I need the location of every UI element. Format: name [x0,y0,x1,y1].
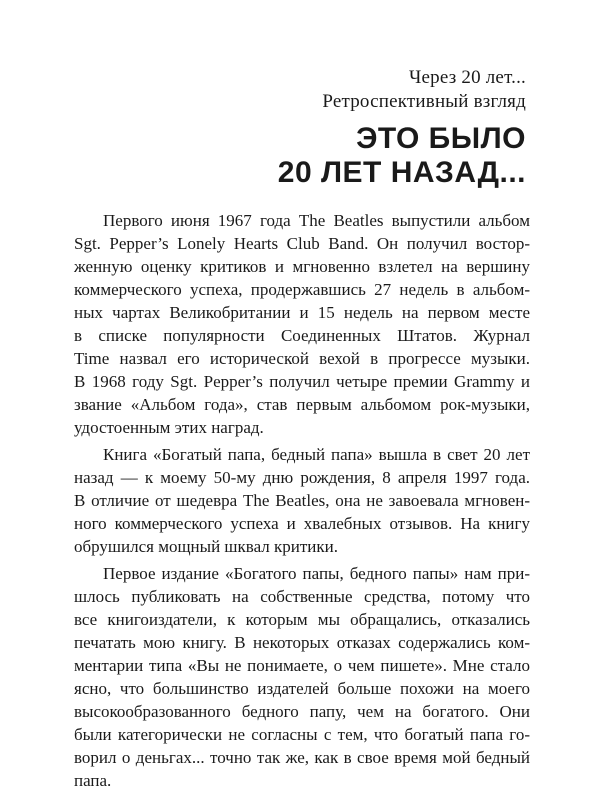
text-line: В 1968 году Sgt. Pepper’s получил четыре премии Grammy и [74,372,530,391]
header-chapter: Через 20 лет... [409,67,526,88]
text-line: удостоенным этих наград. [74,418,264,437]
text-line: были категорически не согласны с тем, что богатый папа го- [74,725,530,744]
text-line: назад — к моему 50-му дню рождения, 8 апреля 1997 года. [74,468,530,487]
body-text [74,209,530,792]
text-line: звание «Альбом года», став первым альбомом рок-музыки, [74,395,530,414]
text-line: Sgt. Pepper’s Lonely Hearts Club Band. Он получил востор- [74,234,530,253]
chapter-title-line-2: 20 ЛЕТ НАЗАД... [277,156,526,189]
text-line: в списке популярности Соединенных Штатов. Журнал [74,326,530,345]
text-line: Книга «Богатый папа, бедный папа» вышла в свет 20 лет [103,445,530,464]
text-line: ного коммерческого успеха и хвалебных отзывов. На книгу [74,514,530,533]
text-line: высокообразованного бедного папу, чем на богатого. Они [74,702,530,721]
text-line: печатать мою книгу. В некоторых отказах содержались ком- [74,633,530,652]
running-header [322,66,526,114]
text-line: коммерческого успеха, продержавшись 27 недель в альбом- [74,280,530,299]
text-line: ворил о деньгах... точно так же, как в свое время мой бедный [74,748,530,767]
text-line: ясно, что большинство издателей больше похожи на моего [74,679,530,698]
header-subtitle: Ретроспективный взгляд [322,91,526,112]
text-line: папа. [74,771,112,790]
text-line: все книгоиздатели, к которым мы обращались, отказались [74,610,530,629]
chapter-title-line-1: ЭТО БЫЛО [356,122,526,155]
text-line: женную оценку критиков и мгновенно взлетел на вершину [74,257,530,276]
chapter-title [278,122,526,190]
text-line: обрушился мощный шквал критики. [74,537,338,556]
text-line: Time назвал его исторической вехой в прогрессе музыки. [74,349,530,368]
text-line: В отличие от шедевра The Beatles, она не завоевала мгновен- [74,491,530,510]
text-line: Первого июня 1967 года The Beatles выпустили альбом [103,211,530,230]
text-line: ментарии типа «Вы не понимаете, о чем пишете». Мне стало [74,656,530,675]
text-line: ных чартах Великобритании и 15 недель на первом месте [74,303,530,322]
text-line: Первое издание «Богатого папы, бедного папы» нам при- [103,564,530,583]
text-line: шлось публиковать на собственные средства, потому что [74,587,530,606]
